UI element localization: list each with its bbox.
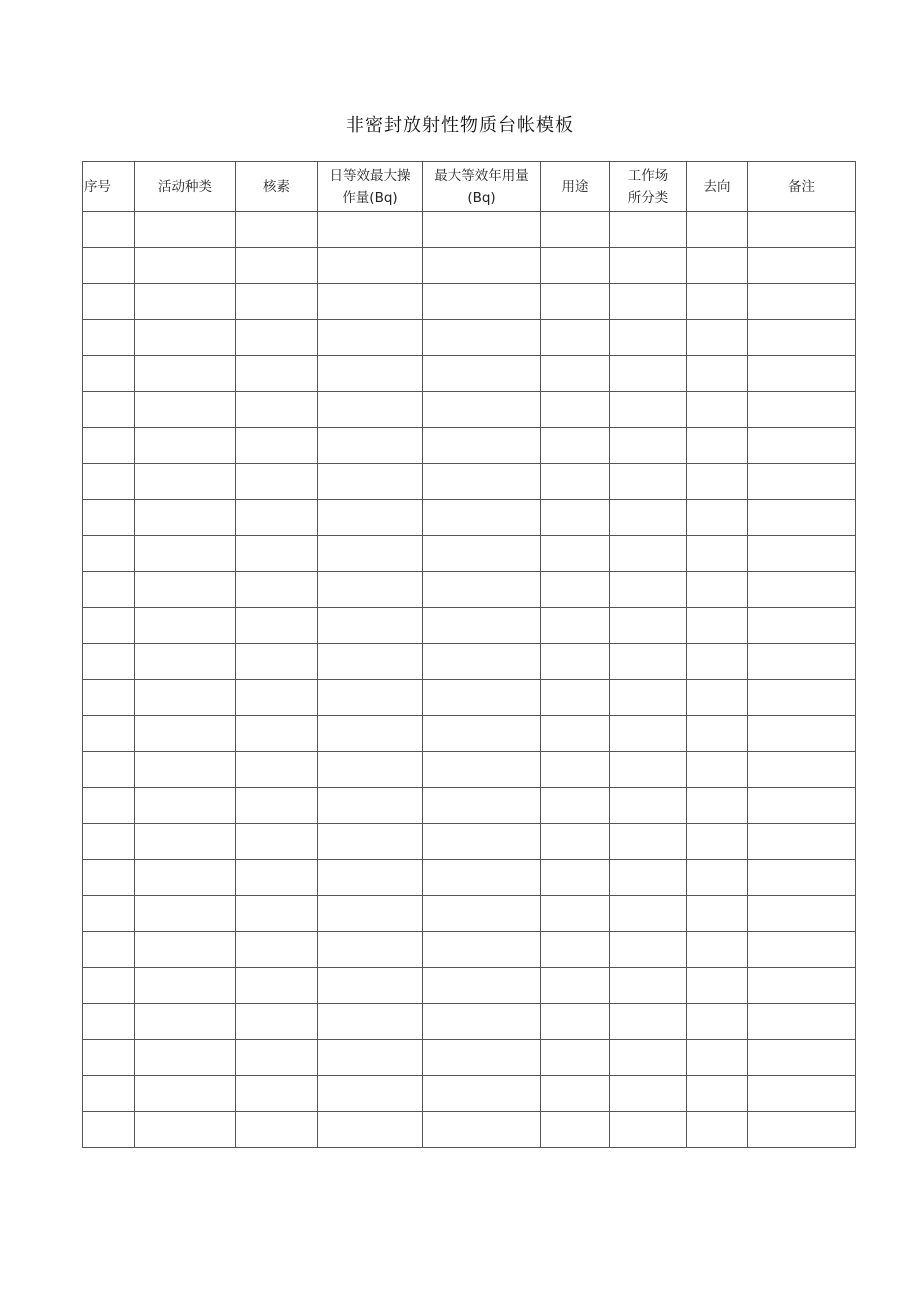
table-cell — [748, 320, 856, 356]
table-row — [83, 1004, 856, 1040]
table-cell — [135, 392, 236, 428]
table-cell — [236, 752, 318, 788]
table-cell — [687, 788, 748, 824]
table-cell — [135, 500, 236, 536]
table-cell — [318, 932, 423, 968]
table-cell — [541, 1040, 610, 1076]
table-cell — [135, 860, 236, 896]
table-cell — [610, 536, 687, 572]
table-cell — [687, 608, 748, 644]
table-cell — [135, 428, 236, 464]
table-cell — [610, 1112, 687, 1148]
table-row — [83, 536, 856, 572]
table-cell — [687, 212, 748, 248]
table-cell — [83, 1076, 135, 1112]
table-cell — [83, 320, 135, 356]
table-cell — [318, 536, 423, 572]
table-row — [83, 608, 856, 644]
table-cell — [610, 932, 687, 968]
table-cell — [687, 860, 748, 896]
table-cell — [423, 536, 541, 572]
table-cell — [423, 428, 541, 464]
table-cell — [318, 860, 423, 896]
table-cell — [541, 1112, 610, 1148]
table-cell — [236, 356, 318, 392]
table-cell — [135, 716, 236, 752]
table-cell — [236, 1040, 318, 1076]
table-cell — [423, 968, 541, 1004]
table-row — [83, 356, 856, 392]
table-cell — [135, 1040, 236, 1076]
table-cell — [423, 1076, 541, 1112]
table-cell — [541, 1076, 610, 1112]
table-row — [83, 212, 856, 248]
table-cell — [236, 464, 318, 500]
table-cell — [318, 788, 423, 824]
table-cell — [236, 716, 318, 752]
table-cell — [610, 716, 687, 752]
table-cell — [423, 464, 541, 500]
table-cell — [541, 428, 610, 464]
table-cell — [236, 500, 318, 536]
table-cell — [423, 680, 541, 716]
table-cell — [541, 752, 610, 788]
table-cell — [610, 608, 687, 644]
table-cell — [83, 1004, 135, 1040]
header-cell-remarks: 备注 — [748, 162, 856, 212]
table-cell — [423, 752, 541, 788]
table-row — [83, 464, 856, 500]
table-cell — [541, 644, 610, 680]
table-cell — [541, 824, 610, 860]
table-cell — [135, 536, 236, 572]
table-cell — [83, 428, 135, 464]
table-cell — [610, 896, 687, 932]
table-cell — [423, 248, 541, 284]
table-cell — [687, 1004, 748, 1040]
header-row — [83, 162, 856, 212]
table-cell — [610, 968, 687, 1004]
table-cell — [318, 752, 423, 788]
table-cell — [423, 212, 541, 248]
table-cell — [610, 212, 687, 248]
table-cell — [748, 1112, 856, 1148]
table-cell — [423, 788, 541, 824]
table-cell — [423, 644, 541, 680]
table-cell — [83, 896, 135, 932]
table-cell — [236, 644, 318, 680]
table-cell — [318, 212, 423, 248]
table-cell — [318, 320, 423, 356]
table-cell — [748, 428, 856, 464]
table-cell — [687, 896, 748, 932]
table-cell — [748, 608, 856, 644]
table-cell — [610, 644, 687, 680]
table-row — [83, 320, 856, 356]
table-cell — [541, 284, 610, 320]
table-cell — [610, 392, 687, 428]
table-cell — [318, 680, 423, 716]
table-cell — [748, 680, 856, 716]
table-row — [83, 968, 856, 1004]
table-cell — [318, 1076, 423, 1112]
table-cell — [236, 824, 318, 860]
table-row — [83, 1076, 856, 1112]
table-cell — [541, 536, 610, 572]
table-cell — [318, 500, 423, 536]
table-cell — [687, 824, 748, 860]
table-cell — [83, 680, 135, 716]
table-cell — [236, 896, 318, 932]
table-cell — [135, 284, 236, 320]
table-cell — [610, 860, 687, 896]
table-cell — [748, 1004, 856, 1040]
table-cell — [236, 1112, 318, 1148]
table-cell — [541, 968, 610, 1004]
table-cell — [236, 248, 318, 284]
table-cell — [541, 608, 610, 644]
table-cell — [748, 860, 856, 896]
table-cell — [541, 248, 610, 284]
table-cell — [687, 500, 748, 536]
table-cell — [748, 248, 856, 284]
table-row — [83, 716, 856, 752]
table-cell — [610, 824, 687, 860]
table-cell — [83, 248, 135, 284]
table-row — [83, 284, 856, 320]
table-cell — [135, 1076, 236, 1112]
table-cell — [748, 464, 856, 500]
table-cell — [236, 932, 318, 968]
table-cell — [687, 536, 748, 572]
table-cell — [135, 968, 236, 1004]
table-cell — [236, 392, 318, 428]
table-cell — [687, 392, 748, 428]
table-cell — [610, 1004, 687, 1040]
table-cell — [83, 824, 135, 860]
table-cell — [83, 572, 135, 608]
table-cell — [83, 536, 135, 572]
table-cell — [748, 392, 856, 428]
ledger-body — [83, 212, 856, 1148]
table-cell — [83, 464, 135, 500]
table-cell — [236, 320, 318, 356]
table-cell — [541, 716, 610, 752]
table-cell — [135, 608, 236, 644]
table-cell — [610, 284, 687, 320]
table-cell — [748, 1076, 856, 1112]
table-cell — [83, 500, 135, 536]
table-cell — [318, 968, 423, 1004]
table-cell — [236, 572, 318, 608]
table-cell — [423, 356, 541, 392]
table-cell — [541, 500, 610, 536]
table-cell — [687, 284, 748, 320]
ledger-table — [82, 161, 856, 1148]
table-row — [83, 932, 856, 968]
table-cell — [83, 392, 135, 428]
table-cell — [687, 320, 748, 356]
table-row — [83, 788, 856, 824]
table-cell — [610, 680, 687, 716]
table-cell — [135, 680, 236, 716]
table-cell — [687, 428, 748, 464]
table-cell — [423, 1004, 541, 1040]
table-cell — [318, 392, 423, 428]
table-cell — [423, 392, 541, 428]
table-cell — [541, 464, 610, 500]
header-cell-workplace-class: 工作场 所分类 — [610, 162, 687, 212]
table-cell — [318, 356, 423, 392]
table-cell — [318, 608, 423, 644]
table-cell — [83, 212, 135, 248]
table-cell — [318, 896, 423, 932]
table-cell — [83, 968, 135, 1004]
table-cell — [423, 572, 541, 608]
table-row — [83, 1040, 856, 1076]
table-cell — [83, 788, 135, 824]
table-cell — [135, 356, 236, 392]
table-cell — [423, 1112, 541, 1148]
table-cell — [687, 572, 748, 608]
table-cell — [236, 212, 318, 248]
table-cell — [687, 1040, 748, 1076]
table-cell — [748, 752, 856, 788]
table-cell — [541, 680, 610, 716]
table-cell — [236, 860, 318, 896]
table-cell — [318, 644, 423, 680]
table-cell — [610, 356, 687, 392]
table-cell — [135, 752, 236, 788]
table-cell — [748, 356, 856, 392]
table-cell — [423, 860, 541, 896]
table-row — [83, 1112, 856, 1148]
header-cell-serial-number: 序号 — [83, 162, 135, 212]
table-cell — [610, 464, 687, 500]
table-cell — [423, 932, 541, 968]
table-cell — [423, 896, 541, 932]
table-cell — [748, 968, 856, 1004]
table-cell — [318, 1004, 423, 1040]
header-cell-activity-type: 活动种类 — [135, 162, 236, 212]
table-cell — [748, 572, 856, 608]
table-cell — [610, 752, 687, 788]
table-cell — [236, 536, 318, 572]
table-row — [83, 896, 856, 932]
table-cell — [318, 1040, 423, 1076]
table-cell — [83, 644, 135, 680]
table-cell — [687, 932, 748, 968]
table-row — [83, 752, 856, 788]
page-title: 非密封放射性物质台帐模板 — [346, 115, 574, 136]
table-cell — [236, 680, 318, 716]
table-cell — [135, 896, 236, 932]
table-cell — [318, 1112, 423, 1148]
table-cell — [687, 356, 748, 392]
table-cell — [748, 212, 856, 248]
table-cell — [236, 608, 318, 644]
table-cell — [423, 608, 541, 644]
table-cell — [236, 1076, 318, 1112]
table-cell — [541, 788, 610, 824]
table-cell — [610, 428, 687, 464]
table-cell — [541, 1004, 610, 1040]
table-cell — [236, 284, 318, 320]
table-cell — [687, 680, 748, 716]
table-cell — [83, 284, 135, 320]
table-cell — [687, 1112, 748, 1148]
table-row — [83, 680, 856, 716]
header-cell-nuclide: 核素 — [236, 162, 318, 212]
table-cell — [318, 284, 423, 320]
table-row — [83, 644, 856, 680]
table-cell — [423, 500, 541, 536]
table-cell — [83, 1040, 135, 1076]
table-cell — [135, 824, 236, 860]
table-cell — [748, 536, 856, 572]
table-cell — [748, 716, 856, 752]
table-cell — [687, 716, 748, 752]
header-cell-destination: 去向 — [687, 162, 748, 212]
table-cell — [541, 572, 610, 608]
table-row — [83, 572, 856, 608]
table-cell — [610, 500, 687, 536]
table-cell — [236, 428, 318, 464]
table-cell — [748, 932, 856, 968]
table-cell — [423, 320, 541, 356]
table-cell — [318, 248, 423, 284]
table-cell — [423, 716, 541, 752]
table-cell — [541, 860, 610, 896]
table-cell — [541, 356, 610, 392]
table-cell — [687, 968, 748, 1004]
table-cell — [610, 572, 687, 608]
table-cell — [135, 320, 236, 356]
table-cell — [748, 644, 856, 680]
table-cell — [541, 896, 610, 932]
table-cell — [135, 1004, 236, 1040]
table-cell — [610, 1040, 687, 1076]
table-row — [83, 824, 856, 860]
table-cell — [687, 464, 748, 500]
header-cell-annual-max-usage: 最大等效年用量 (Bq) — [423, 162, 541, 212]
table-cell — [135, 1112, 236, 1148]
table-cell — [135, 788, 236, 824]
table-cell — [318, 464, 423, 500]
table-cell — [318, 428, 423, 464]
table-cell — [318, 716, 423, 752]
table-cell — [687, 1076, 748, 1112]
table-cell — [541, 392, 610, 428]
table-cell — [687, 248, 748, 284]
table-cell — [83, 356, 135, 392]
table-cell — [83, 1112, 135, 1148]
table-cell — [748, 824, 856, 860]
table-cell — [135, 932, 236, 968]
header-cell-daily-max-operation: 日等效最大操 作量(Bq) — [318, 162, 423, 212]
table-cell — [610, 248, 687, 284]
table-row — [83, 860, 856, 896]
table-cell — [83, 608, 135, 644]
table-cell — [748, 788, 856, 824]
table-cell — [318, 824, 423, 860]
table-cell — [541, 320, 610, 356]
table-cell — [83, 932, 135, 968]
table-cell — [135, 572, 236, 608]
table-cell — [236, 1004, 318, 1040]
table-row — [83, 248, 856, 284]
table-cell — [135, 248, 236, 284]
table-row — [83, 392, 856, 428]
table-cell — [236, 968, 318, 1004]
table-cell — [236, 788, 318, 824]
table-cell — [318, 572, 423, 608]
table-cell — [541, 932, 610, 968]
table-cell — [610, 320, 687, 356]
table-cell — [423, 1040, 541, 1076]
table-cell — [541, 212, 610, 248]
table-cell — [748, 500, 856, 536]
header-cell-purpose: 用途 — [541, 162, 610, 212]
table-row — [83, 500, 856, 536]
table-row — [83, 428, 856, 464]
table-cell — [687, 644, 748, 680]
table-cell — [748, 1040, 856, 1076]
table-cell — [135, 212, 236, 248]
table-cell — [83, 752, 135, 788]
table-cell — [423, 824, 541, 860]
table-cell — [687, 752, 748, 788]
table-cell — [610, 788, 687, 824]
table-cell — [748, 284, 856, 320]
table-cell — [135, 464, 236, 500]
table-cell — [83, 860, 135, 896]
table-cell — [135, 644, 236, 680]
table-cell — [423, 284, 541, 320]
table-cell — [610, 1076, 687, 1112]
table-cell — [83, 716, 135, 752]
table-cell — [748, 896, 856, 932]
